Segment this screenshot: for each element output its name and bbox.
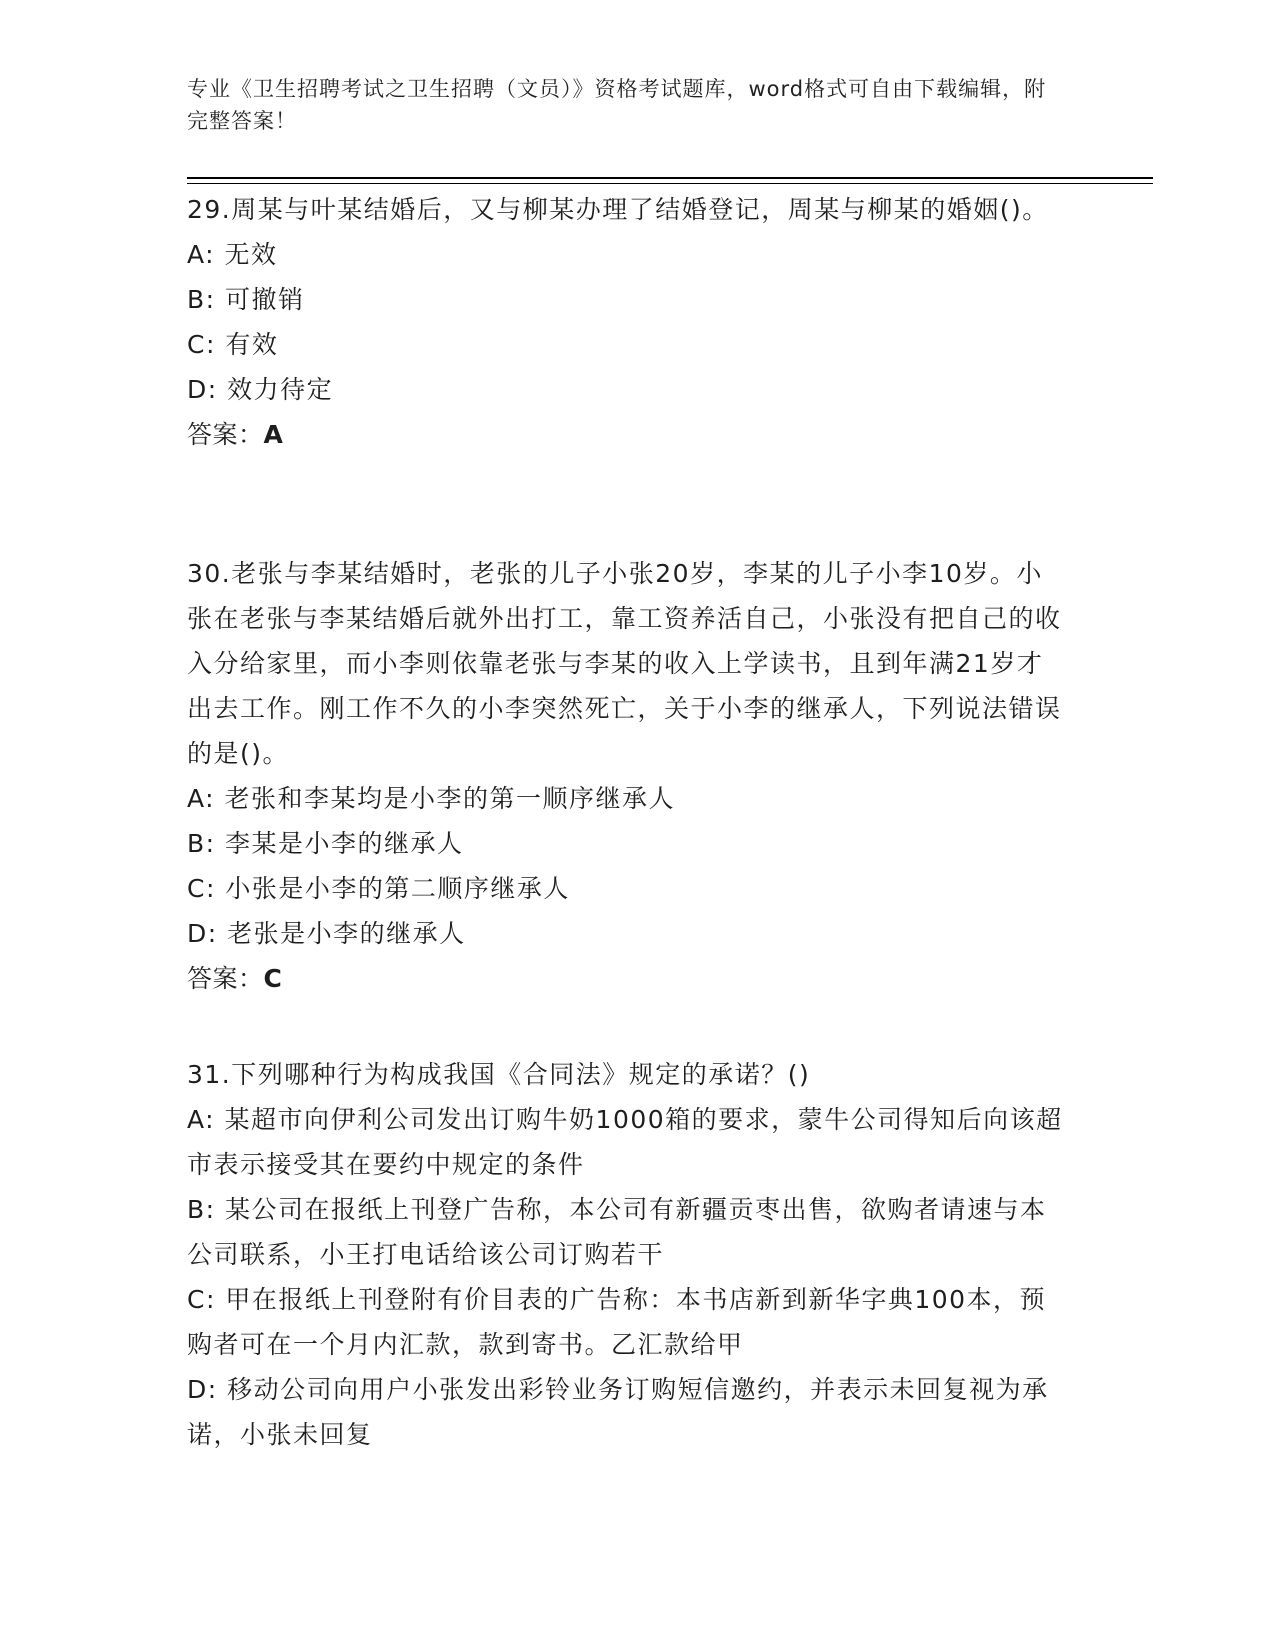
header-divider-thick [187,177,1153,179]
question-30 [187,551,1067,1001]
document-header: 专业《卫生招聘考试之卫生招聘（文员）》资格考试题库，word格式可自由下载编辑，附完整答案！ [187,77,1047,133]
answer-line [187,956,1067,1001]
answer-label: 答案： [187,964,264,993]
answer-line [187,412,1067,457]
option-b: B: 可撤销 [187,285,305,314]
option-a: A: 无效 [187,240,278,269]
answer-value: C [263,964,283,993]
option-a: A: 某超市向伊利公司发出订购牛奶1000箱的要求，蒙牛公司得知后向该超市表示接受其在要约中规定的条件 [187,1105,1063,1179]
option-b: B: 某公司在报纸上刊登广告称，本公司有新疆贡枣出售，欲购者请速与本公司联系，小王打电话给该公司订购若干 [187,1195,1047,1269]
option-d: D: 老张是小李的继承人 [187,919,466,948]
option-b: B: 李某是小李的继承人 [187,829,464,858]
answer-label: 答案： [187,420,264,449]
answer-value: A [263,420,284,449]
question-stem: 31.下列哪种行为构成我国《合同法》规定的承诺？() [187,1060,811,1089]
option-d: D: 效力待定 [187,375,334,404]
option-c: C: 甲在报纸上刊登附有价目表的广告称：本书店新到新华字典100本，预购者可在一个月内汇款，款到寄书。乙汇款给甲 [187,1285,1047,1359]
header-divider-thin [187,183,1153,184]
option-c: C: 小张是小李的第二顺序继承人 [187,874,570,903]
option-c: C: 有效 [187,330,279,359]
question-stem: 30.老张与李某结婚时，老张的儿子小张20岁，李某的儿子小李10岁。小张在老张与李某结婚后就外出打工，靠工资养活自己，小张没有把自己的收入分给家里，而小李则依靠老张与李某的收入上学读书，且到年满21岁才出去工作。刚工作不久的小李突然死亡，关于小李的继承人，下列说法错误的是()。 [187,559,1062,768]
question-31 [187,1052,1067,1457]
question-29 [187,187,1067,457]
option-a: A: 老张和李某均是小李的第一顺序继承人 [187,784,676,813]
question-stem: 29.周某与叶某结婚后，又与柳某办理了结婚登记，周某与柳某的婚姻()。 [187,195,1049,224]
option-d: D: 移动公司向用户小张发出彩铃业务订购短信邀约，并表示未回复视为承诺，小张未回复 [187,1375,1049,1449]
